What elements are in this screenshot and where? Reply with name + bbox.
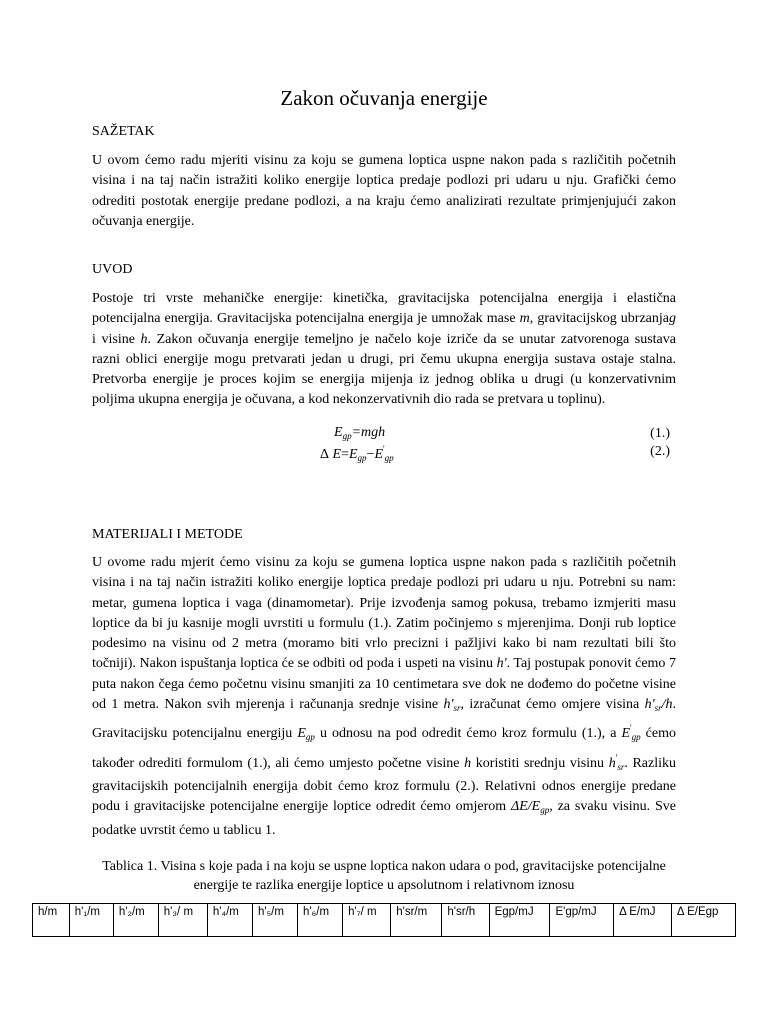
table-header-cell: Egp/mJ xyxy=(489,904,550,937)
equation-2: Δ $E=E_{gp}-E'_{gp}$ xyxy=(320,444,394,463)
table-header-cell: Δ E/Egp xyxy=(671,904,735,937)
table-header-cell: h'₃/ m xyxy=(158,904,207,937)
equation-1-number: (1.) xyxy=(650,426,670,441)
equation-1: $E_{gp}=mgh$ xyxy=(334,425,386,441)
table-header-cell: h'₂/m xyxy=(113,904,158,937)
document-title: Zakon očuvanja energije xyxy=(280,86,488,110)
table-header-cell: Δ E/mJ xyxy=(614,904,672,937)
section-heading-sazetak: SAŽETAK xyxy=(92,124,155,139)
uvod-paragraph: Postoje tri vrste mehaničke energije: kinetička, gravitacijska potencijalna energija i elastična potencijalna energija. Gravitacijska potencijalna energija je umnožak mase m, gravitacijskog ubrzanjag i visine h. Zakon očuvanja energije temeljno je načelo koje izriče da se unutar zatvorenoga sustava razni oblici energije mogu pretvarati jedan u drugi, pri čemu ukupna energija sustava ostaje stalna. Pretvorba energije je proces kojim se energija mijenja iz jednog oblika u drugi (u konzervativnim poljima ukupna energija je očuvana, a kod nekonzervativnih dio rada se pretvara u toplinu). xyxy=(92,291,676,408)
table-header-cell: h'₆/m xyxy=(298,904,343,937)
table-header-cell: h/m xyxy=(33,904,70,937)
table-header-cell: h'₁/m xyxy=(69,904,113,937)
table-header-row xyxy=(33,904,736,937)
table-caption: Tablica 1. Visina s koje pada i na koju se uspne loptica nakon udara o pod, gravitacijske potencijalne energije te razlika energije loptice u apsolutnom i relativnom iznosu xyxy=(102,859,666,893)
table-header-cell: h'₅/m xyxy=(252,904,297,937)
table-header-cell: h'sr/m xyxy=(391,904,442,937)
table-header-cell: h'sr/h xyxy=(442,904,489,937)
table-header-cell: h'₄/m xyxy=(207,904,252,937)
data-table xyxy=(32,903,736,937)
table-header-cell: E'gp/mJ xyxy=(550,904,614,937)
table-header-cell: h'₇/ m xyxy=(343,904,391,937)
section-heading-metode: MATERIJALI I METODE xyxy=(92,527,243,542)
metode-paragraph: U ovome radu mjerit ćemo visinu za koju se gumena loptica uspne nakon pada s različitih početnih visina i na taj način istražiti koliko energije loptica predaje podlozi pri udaru u nju. Potrebni su nam: metar, gumena loptica i vaga (dinamometar). Prije izvođenja samog pokusa, trebamo izmjeriti masu loptice da bi ju kasnije mogli uvrstiti u formulu (1.). Zatim počinjemo s mjerenjima. Donji rub loptice podesimo na visinu od 2 metra (moramo biti vrlo precizni i pažljivi kako bi nam rezultati bili što točniji). Nakon ispuštanja loptica će se odbiti od poda i uspeti na visinu h'. Taj postupak ponovit ćemo 7 puta nakon čega ćemo početnu visinu smanjiti za 10 centimetara sve dok ne dođemo do početne visine od 1 metra. Nakon svih mjerenja i računanja srednje visine $h'_{sr}$, izračunat ćemo omjere visina $h'_{sr}/h$. Gravitacijsku potencijalnu energiju $E_{gp}$ u odnosu na pod odredit ćemo kroz formulu (1.), a $E'_{gp}$ ćemo također odrediti formulom (1.), ali ćemo umjesto početne visine h koristiti srednju visinu $h'_{sr}$. Razliku gravitacijskih potencijalnih energija dobit ćemo kroz formulu (2.). Relativni odnos energije predane podu i gravitacijske potencijalne energije loptice odredit ćemo omjerom $\Delta E/E_{gp}$, za svaku visinu. Sve podatke uvrstit ćemo u tablicu 1. xyxy=(92,555,677,838)
sazetak-paragraph: U ovom ćemo radu mjeriti visinu za koju se gumena loptica uspne nakon pada s različitih početnih visina i na taj način istražiti koliko energije loptica predaje podlozi pri udaru u nju. Grafički ćemo odrediti postotak energije predane podlozi, a na kraju ćemo analizirati rezultate primjenjujući zakon očuvanja energije. xyxy=(92,153,676,229)
equation-2-number: (2.) xyxy=(650,444,670,459)
section-heading-uvod: UVOD xyxy=(92,262,133,277)
